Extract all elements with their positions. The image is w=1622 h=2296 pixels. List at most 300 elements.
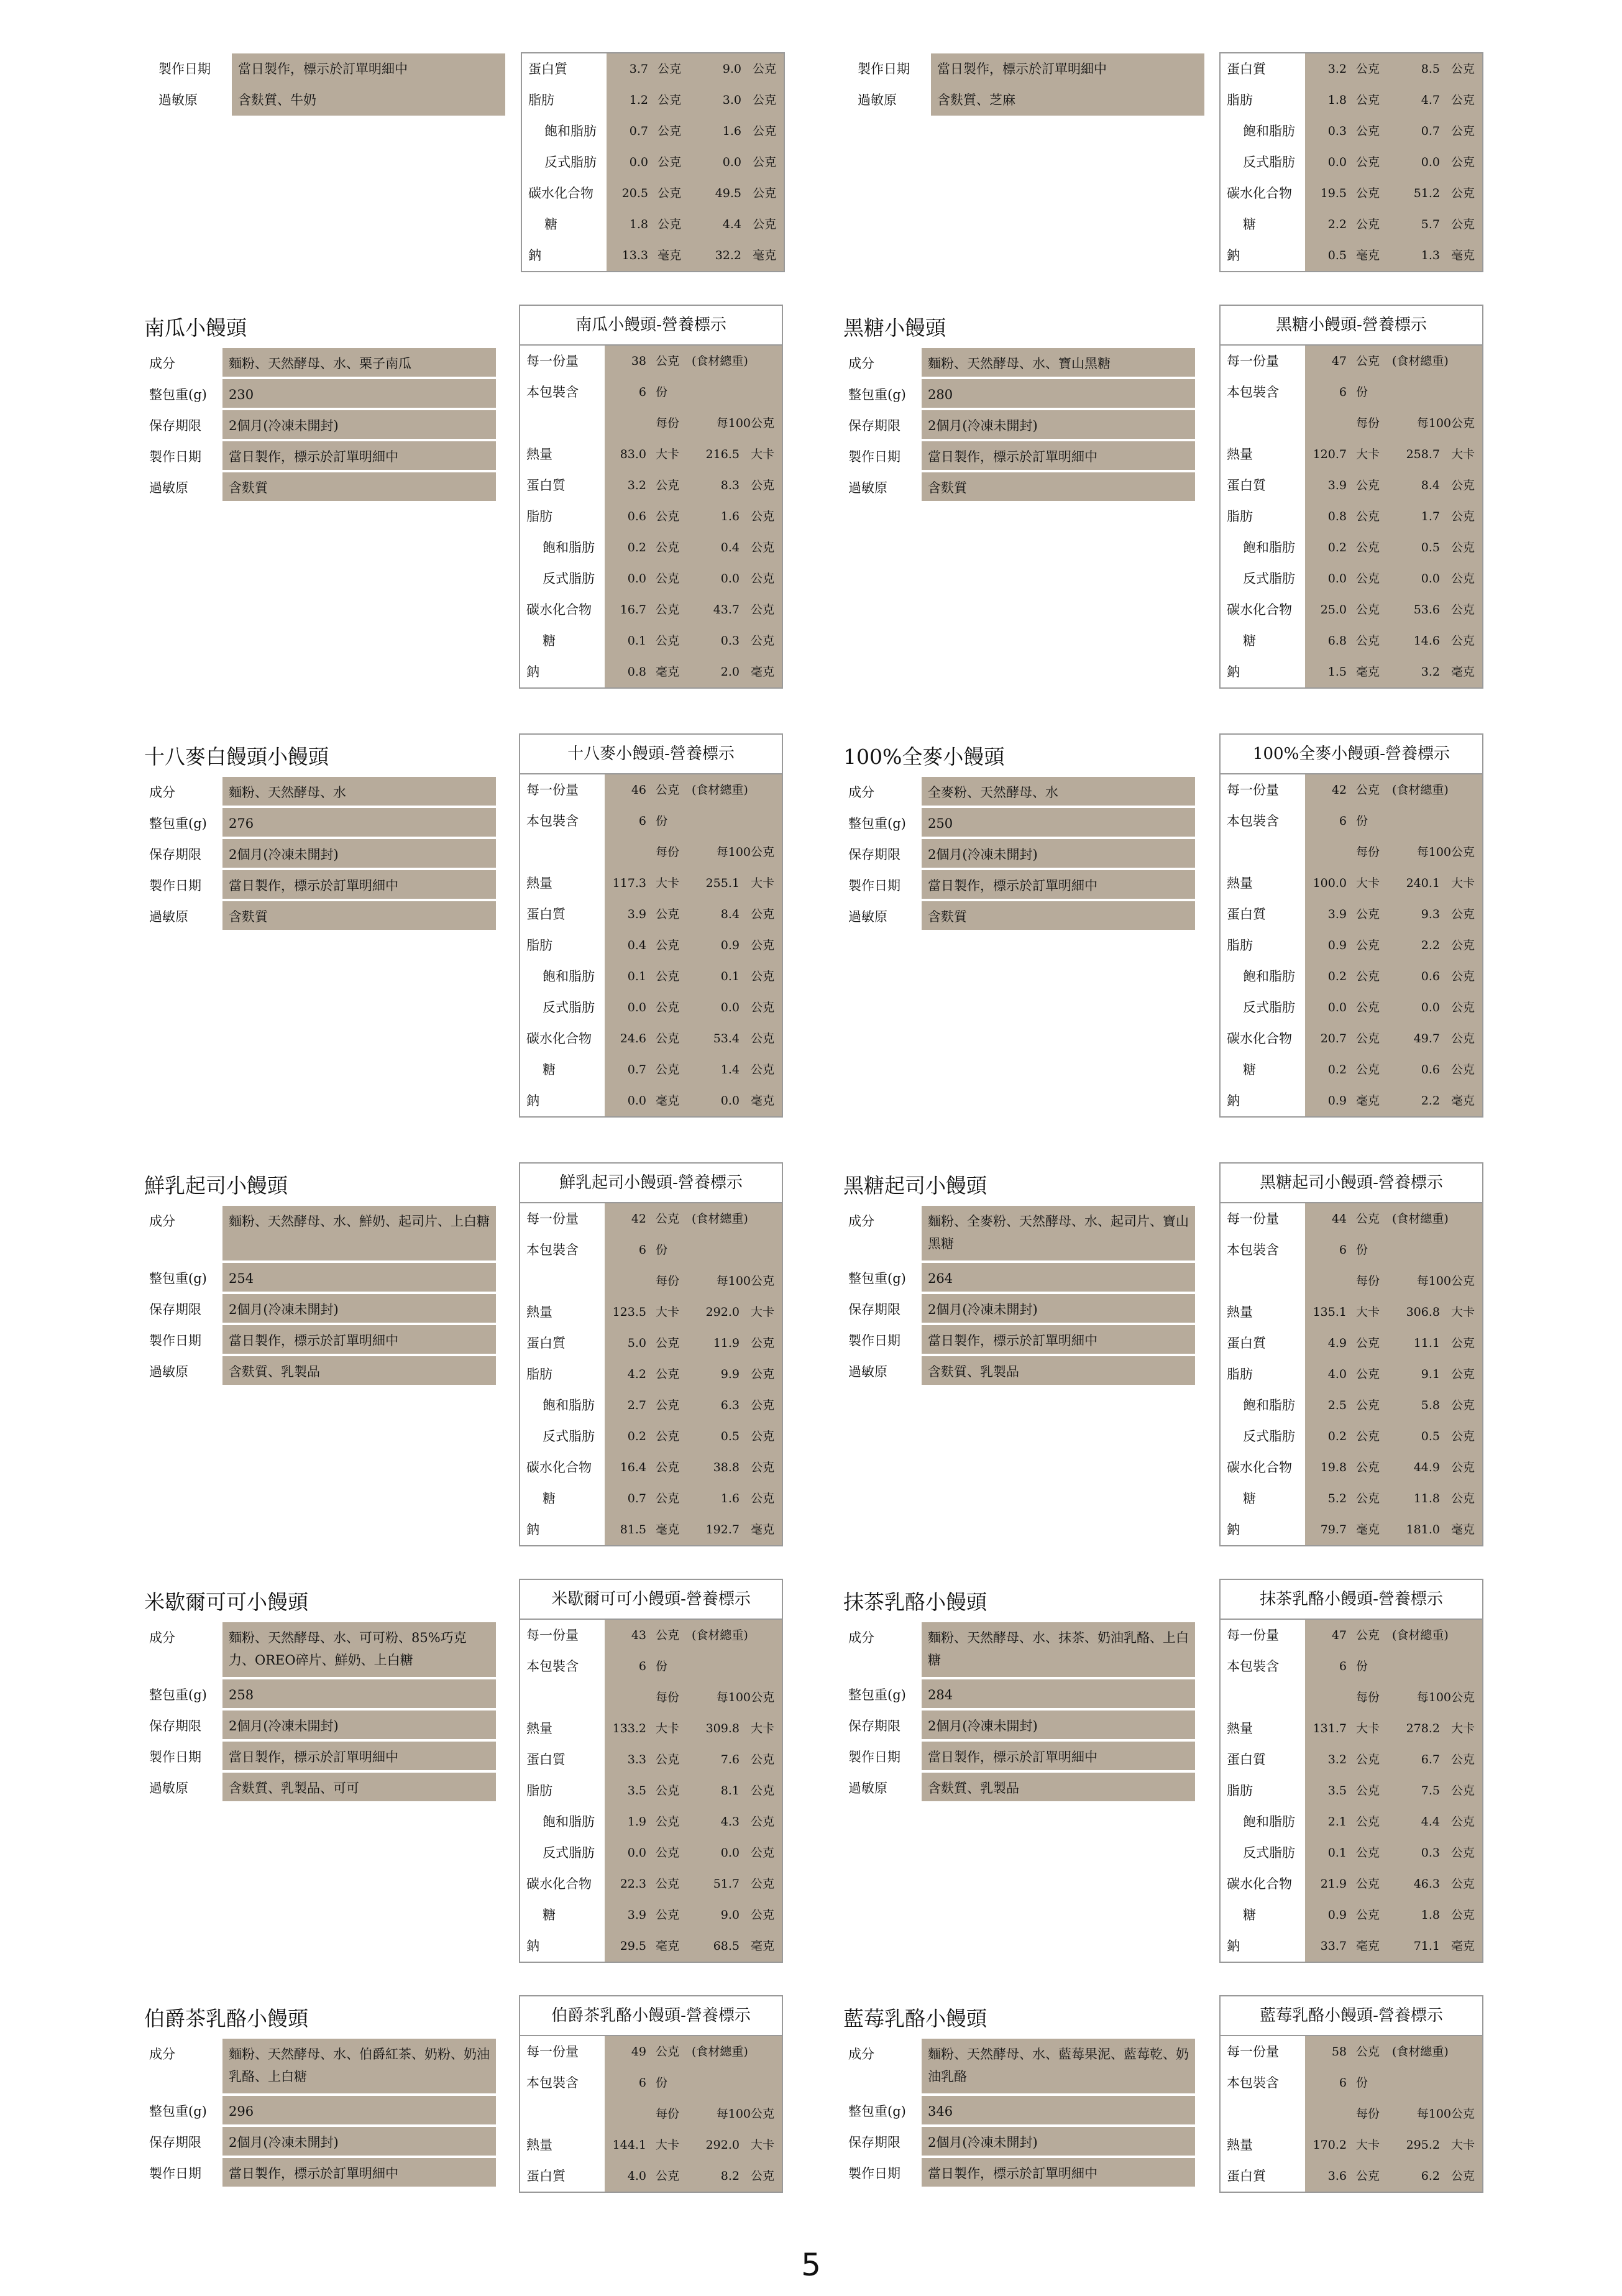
nutrient-label: 糖	[543, 1908, 556, 1922]
servings-count: 6	[638, 814, 646, 828]
unit: 毫克	[750, 1939, 774, 1953]
value-per-serving: 29.5	[620, 1939, 646, 1953]
unit: 毫克	[1450, 1094, 1475, 1108]
nutrient-values	[1304, 961, 1482, 992]
nutrition-row-fat	[1221, 1359, 1482, 1390]
value-per-100g: 292.0	[705, 1305, 740, 1319]
nutrient-values	[1304, 1620, 1482, 1651]
unit: 大卡	[750, 876, 774, 890]
value-per-100g: 44.9	[1413, 1461, 1440, 1474]
info-label: 過敏原	[158, 93, 198, 108]
value-per-100g: 0.0	[720, 1094, 740, 1108]
nutrition-row-protein	[520, 470, 782, 501]
nutrition-row-carbs	[1221, 1452, 1482, 1483]
unit: 份	[1356, 814, 1368, 828]
info-value: 當日製作，標示於訂單明細中	[222, 870, 496, 899]
unit: 份	[1356, 1660, 1368, 1673]
info-label: 製作日期	[848, 2166, 900, 2181]
value-per-serving: 0.2	[1327, 1063, 1347, 1077]
nutrient-values	[604, 1203, 782, 1234]
value-per-serving: 3.9	[627, 1908, 646, 1922]
unit: 公克	[1356, 2045, 1380, 2059]
unit: 公克	[1450, 1815, 1475, 1829]
nutrient-label: 糖	[1243, 217, 1256, 232]
nutrient-label: 蛋白質	[526, 907, 566, 922]
product-name: 伯爵茶乳酪小饅頭	[144, 2006, 308, 2031]
info-value: 2個月(冷凍未開封)	[222, 2127, 496, 2156]
nutrient-values	[1304, 116, 1482, 147]
info-label: 保存期限	[149, 847, 201, 862]
unit: 公克	[1356, 1398, 1380, 1412]
nutrient-label: 鈉	[1227, 1093, 1240, 1108]
servings-count: 6	[638, 1243, 646, 1257]
nutrient-label: 熱量	[526, 2138, 552, 2152]
value-per-100g: 8.5	[1421, 62, 1440, 76]
info-label: 保存期限	[149, 418, 201, 433]
unit: 公克	[1356, 1367, 1380, 1381]
unit: 公克	[1356, 2169, 1380, 2183]
nutrient-label: 熱量	[1227, 1305, 1253, 1320]
value-per-100g: 4.4	[722, 218, 741, 231]
nutrient-values	[604, 656, 782, 687]
info-label: 過敏原	[149, 480, 188, 495]
unit: 公克	[1450, 479, 1475, 492]
nutrition-row-servings	[520, 806, 782, 837]
nutrient-values	[1304, 408, 1482, 439]
value-per-100g: 8.4	[720, 907, 740, 921]
unit: 大卡	[1450, 876, 1475, 890]
serving-size: 38	[631, 354, 646, 368]
info-label: 製作日期	[858, 62, 910, 76]
unit: 公克	[1450, 62, 1475, 76]
unit: 大卡	[656, 2138, 680, 2152]
nutrition-row-sodium	[1221, 1514, 1482, 1545]
unit: 公克	[1450, 1336, 1475, 1350]
product-name: 南瓜小饅頭	[144, 316, 247, 340]
info-value: 230	[222, 379, 496, 408]
nutrient-label: 脂肪	[526, 1367, 552, 1382]
nutrient-label: 熱量	[526, 1721, 552, 1736]
nutrient-values	[1304, 1899, 1482, 1931]
value-per-100g: 8.2	[720, 2169, 740, 2183]
whole-weight-note: (食材總重)	[1392, 2045, 1449, 2059]
info-label: 整包重(g)	[848, 1271, 906, 1286]
nutrition-row-protein	[1221, 899, 1482, 930]
info-label: 過敏原	[848, 1781, 887, 1796]
value-per-100g: 3.0	[722, 93, 741, 107]
value-per-100g: 0.6	[1421, 1063, 1440, 1077]
nutrient-label: 飽和脂肪	[1243, 124, 1295, 139]
info-value: 250	[922, 808, 1195, 837]
nutrient-values	[1304, 656, 1482, 687]
nutrient-label: 本包裝含	[1227, 385, 1279, 400]
unit: 公克	[750, 1492, 774, 1505]
value-per-100g: 0.4	[720, 541, 740, 554]
nutrition-row-trans_fat	[1221, 992, 1482, 1023]
value-per-serving: 3.3	[627, 1753, 646, 1766]
nutrient-values	[604, 439, 782, 470]
nutrition-row-servings	[1221, 377, 1482, 408]
info-value: 含麩質	[222, 472, 496, 501]
nutrition-row-fat	[520, 1359, 782, 1390]
value-per-100g: 43.7	[713, 603, 740, 617]
whole-weight-note: (食材總重)	[692, 354, 748, 368]
unit: 公克	[750, 1877, 774, 1891]
nutrient-label: 鈉	[1227, 664, 1240, 679]
info-label: 保存期限	[848, 1302, 900, 1317]
nutrition-row-fat	[520, 930, 782, 961]
nutrient-values	[604, 2098, 782, 2129]
unit: 毫克	[750, 665, 774, 679]
info-value: 含麩質、乳製品、可可	[222, 1773, 496, 1801]
unit: 公克	[656, 1212, 680, 1226]
nutrient-values	[604, 346, 782, 377]
nutrition-row-sat_fat	[520, 532, 782, 563]
nutrition-row-trans_fat	[520, 563, 782, 594]
nutrient-label: 糖	[1243, 1491, 1256, 1506]
value-per-serving: 20.7	[1320, 1032, 1347, 1045]
nutrient-label: 鈉	[526, 1939, 539, 1954]
value-per-serving: 0.7	[627, 1063, 646, 1077]
value-per-100g: 14.6	[1413, 634, 1440, 648]
value-per-serving: 0.1	[627, 970, 646, 983]
nutrient-values	[604, 1054, 782, 1085]
nutrient-label: 鈉	[1227, 248, 1240, 263]
unit: 公克	[656, 1001, 680, 1014]
unit: 公克	[656, 572, 680, 585]
whole-weight-note: (食材總重)	[692, 2045, 748, 2059]
nutrient-label: 每一份量	[526, 354, 579, 369]
nutrient-values	[1304, 1054, 1482, 1085]
unit: 公克	[656, 1628, 680, 1642]
value-per-100g: 240.1	[1406, 876, 1440, 890]
value-per-100g: 0.9	[720, 939, 740, 952]
nutrient-values	[606, 116, 784, 147]
info-value: 280	[922, 379, 1195, 408]
value-per-100g: 11.9	[713, 1336, 740, 1350]
unit: 公克	[1450, 603, 1475, 617]
info-label: 成分	[149, 356, 175, 371]
value-per-serving: 3.9	[1327, 907, 1347, 921]
nutrition-table-title: 黑糖小饅頭-營養標示	[1221, 306, 1482, 346]
serving-size: 42	[631, 1212, 646, 1226]
unit: 公克	[1356, 634, 1380, 648]
value-per-serving: 1.5	[1327, 665, 1347, 679]
info-label: 整包重(g)	[149, 387, 207, 402]
unit: 公克	[656, 1430, 680, 1443]
info-label: 製作日期	[149, 1750, 201, 1765]
unit: 毫克	[1356, 1523, 1380, 1536]
nutrient-values	[1304, 2098, 1482, 2129]
nutrition-table-title: 十八麥小饅頭-營養標示	[520, 735, 782, 774]
value-per-100g: 53.6	[1413, 603, 1440, 617]
unit: 公克	[1356, 1461, 1380, 1474]
unit: 公克	[1450, 2169, 1475, 2183]
nutrition-row-serving	[1221, 1203, 1482, 1234]
nutrition-row-energy	[1221, 2129, 1482, 2161]
unit: 公克	[1450, 1001, 1475, 1014]
nutrition-row-header	[1221, 408, 1482, 439]
servings-count: 6	[1339, 385, 1347, 399]
value-per-serving: 2.1	[1327, 1815, 1347, 1829]
per-serving-header: 每份	[1356, 2107, 1380, 2121]
unit: 公克	[750, 634, 774, 648]
info-value: 麵粉、天然酵母、水、鮮奶、起司片、上白糖	[222, 1206, 496, 1261]
nutrition-row-protein	[1221, 1744, 1482, 1775]
nutrient-label: 糖	[1243, 1062, 1256, 1077]
info-value: 2個月(冷凍未開封)	[222, 1711, 496, 1739]
unit: 公克	[1450, 186, 1475, 200]
value-per-100g: 192.7	[705, 1523, 740, 1536]
nutrient-label: 碳水化合物	[526, 1876, 592, 1891]
nutrition-row-trans_fat	[1221, 563, 1482, 594]
nutrient-label: 碳水化合物	[526, 1460, 592, 1475]
info-value: 2個月(冷凍未開封)	[222, 1294, 496, 1323]
nutrient-label: 碳水化合物	[1227, 1031, 1292, 1046]
nutrient-label: 脂肪	[1227, 509, 1253, 524]
unit: 公克	[1356, 1492, 1380, 1505]
nutrition-row-fat	[520, 1775, 782, 1806]
nutrient-label: 蛋白質	[1227, 1752, 1266, 1767]
unit: 毫克	[750, 1523, 774, 1536]
nutrition-row-energy	[520, 439, 782, 470]
info-value: 麵粉、天然酵母、水、栗子南瓜	[222, 348, 496, 377]
unit: 公克	[750, 1753, 774, 1766]
info-label: 過敏原	[848, 1364, 887, 1379]
nutrition-table-title: 伯爵茶乳酪小饅頭-營養標示	[520, 1996, 782, 2036]
nutrition-row-sodium	[520, 1931, 782, 1962]
per-100g-header: 每100公克	[716, 1274, 774, 1288]
nutrient-values	[606, 53, 784, 85]
value-per-serving: 3.2	[1327, 1753, 1347, 1766]
value-per-serving: 123.5	[612, 1305, 646, 1319]
nutrition-row-sat_fat	[1221, 532, 1482, 563]
unit: 公克	[1356, 354, 1380, 368]
value-per-100g: 255.1	[705, 876, 740, 890]
unit: 毫克	[1356, 249, 1380, 262]
nutrition-row-serving	[520, 774, 782, 806]
unit: 公克	[1356, 1628, 1380, 1642]
value-per-serving: 0.8	[627, 665, 646, 679]
nutrition-row-trans_fat	[522, 147, 784, 178]
serving-size: 44	[1331, 1212, 1347, 1226]
serving-size: 42	[1331, 783, 1347, 797]
nutrient-values	[604, 2067, 782, 2098]
unit: 公克	[656, 354, 680, 368]
unit: 公克	[750, 1336, 774, 1350]
unit: 公克	[1356, 603, 1380, 617]
info-value: 296	[222, 2096, 496, 2124]
nutrient-values	[1304, 1775, 1482, 1806]
unit: 公克	[1450, 1398, 1475, 1412]
nutrient-values	[1304, 377, 1482, 408]
nutrient-label: 本包裝含	[526, 814, 579, 829]
info-label: 保存期限	[149, 2135, 201, 2150]
nutrition-row-header	[1221, 2098, 1482, 2129]
value-per-100g: 0.0	[1421, 155, 1440, 169]
value-per-serving: 0.0	[1327, 155, 1347, 169]
nutrition-row-protein	[520, 2161, 782, 2192]
nutrient-label: 飽和脂肪	[1243, 540, 1295, 555]
value-per-100g: 0.0	[720, 1001, 740, 1014]
unit: 公克	[658, 155, 682, 169]
value-per-serving: 22.3	[620, 1877, 646, 1891]
nutrient-values	[1304, 1514, 1482, 1545]
value-per-100g: 0.5	[720, 1430, 740, 1443]
nutrient-values	[604, 1899, 782, 1931]
nutrient-values	[604, 1514, 782, 1545]
value-per-serving: 3.7	[629, 62, 648, 76]
nutrient-label: 本包裝含	[1227, 2075, 1279, 2090]
info-value: 全麥粉、天然酵母、水	[922, 777, 1195, 806]
nutrient-label: 飽和脂肪	[1243, 969, 1295, 984]
value-per-serving: 3.2	[1327, 62, 1347, 76]
unit: 公克	[656, 1063, 680, 1077]
unit: 公克	[1356, 1846, 1380, 1860]
nutrient-label: 每一份量	[1227, 783, 1279, 797]
unit: 大卡	[656, 448, 680, 461]
unit: 公克	[1450, 907, 1475, 921]
info-value: 276	[222, 808, 496, 837]
value-per-serving: 4.9	[1327, 1336, 1347, 1350]
unit: 公克	[656, 479, 680, 492]
value-per-100g: 7.6	[720, 1753, 740, 1766]
value-per-100g: 68.5	[713, 1939, 740, 1953]
servings-count: 6	[1339, 814, 1347, 828]
value-per-serving: 0.2	[1327, 1430, 1347, 1443]
nutrient-label: 脂肪	[526, 509, 552, 524]
nutrient-label: 熱量	[1227, 447, 1253, 462]
value-per-serving: 4.0	[627, 2169, 646, 2183]
unit: 公克	[1450, 1032, 1475, 1045]
nutrient-values	[1304, 240, 1482, 271]
nutrition-row-header	[520, 1265, 782, 1297]
unit: 公克	[750, 603, 774, 617]
unit: 公克	[750, 939, 774, 952]
unit: 公克	[656, 1784, 680, 1798]
unit: 公克	[752, 186, 776, 200]
unit: 公克	[1356, 1877, 1380, 1891]
value-per-serving: 0.0	[627, 1846, 646, 1860]
info-label: 保存期限	[848, 847, 900, 862]
unit: 公克	[658, 218, 682, 231]
nutrition-row-trans_fat	[520, 992, 782, 1023]
nutrient-label: 每一份量	[526, 783, 579, 797]
nutrient-label: 反式脂肪	[543, 1429, 595, 1444]
info-value: 當日製作，標示於訂單明細中	[922, 1325, 1195, 1354]
unit: 公克	[752, 124, 776, 138]
unit: 公克	[1356, 479, 1380, 492]
nutrition-row-carbs	[1221, 594, 1482, 625]
unit: 公克	[750, 541, 774, 554]
unit: 公克	[656, 1846, 680, 1860]
info-value: 麵粉、全麥粉、天然酵母、水、起司片、寶山黑糖	[922, 1206, 1195, 1261]
unit: 公克	[656, 1461, 680, 1474]
value-per-100g: 53.4	[713, 1032, 740, 1045]
product-name: 鮮乳起司小饅頭	[144, 1173, 288, 1198]
nutrition-row-sugar	[1221, 1899, 1482, 1931]
unit: 份	[1356, 1243, 1368, 1257]
nutrition-table	[519, 305, 783, 689]
nutrition-row-energy	[1221, 868, 1482, 899]
info-value: 麵粉、天然酵母、水、抹茶、奶油乳酪、上白糖	[922, 1622, 1195, 1677]
nutrient-values	[1304, 532, 1482, 563]
nutrient-values	[1304, 1297, 1482, 1328]
unit: 毫克	[658, 249, 682, 262]
value-per-100g: 49.7	[1413, 1032, 1440, 1045]
nutrient-label: 鈉	[528, 248, 541, 263]
unit: 公克	[1356, 939, 1380, 952]
info-value: 麵粉、天然酵母、水、藍莓果泥、藍莓乾、奶油乳酪	[922, 2039, 1195, 2093]
value-per-100g: 4.7	[1421, 93, 1440, 107]
info-value: 含麩質	[922, 472, 1195, 501]
nutrient-values	[606, 85, 784, 116]
unit: 份	[656, 1660, 668, 1673]
value-per-serving: 16.7	[620, 603, 646, 617]
nutrition-row-servings	[1221, 2067, 1482, 2098]
nutrition-row-protein	[520, 1328, 782, 1359]
info-label: 保存期限	[848, 1719, 900, 1733]
nutrition-table	[1219, 733, 1483, 1118]
nutrient-label: 本包裝含	[1227, 814, 1279, 829]
nutrient-values	[604, 1744, 782, 1775]
unit: 公克	[656, 2045, 680, 2059]
nutrient-label: 碳水化合物	[1227, 1876, 1292, 1891]
unit: 公克	[1450, 939, 1475, 952]
value-per-100g: 8.4	[1421, 479, 1440, 492]
nutrient-label: 脂肪	[528, 93, 554, 108]
value-per-100g: 6.2	[1421, 2169, 1440, 2183]
unit: 大卡	[656, 1722, 680, 1735]
whole-weight-note: (食材總重)	[1392, 783, 1449, 797]
value-per-100g: 9.0	[720, 1908, 740, 1922]
nutrition-table	[519, 1162, 783, 1546]
page-number: 5	[801, 2247, 821, 2283]
value-per-100g: 4.3	[720, 1815, 740, 1829]
nutrient-label: 蛋白質	[526, 1752, 566, 1767]
value-per-100g: 9.3	[1421, 907, 1440, 921]
nutrient-values	[1304, 1837, 1482, 1868]
unit: 公克	[1450, 1367, 1475, 1381]
value-per-serving: 131.7	[1313, 1722, 1347, 1735]
serving-size: 58	[1331, 2045, 1347, 2059]
nutrition-row-serving	[520, 1203, 782, 1234]
info-label: 過敏原	[848, 480, 887, 495]
unit: 大卡	[1356, 876, 1380, 890]
value-per-100g: 0.7	[1421, 124, 1440, 138]
nutrient-label: 蛋白質	[1227, 62, 1266, 76]
unit: 毫克	[1450, 249, 1475, 262]
nutrient-label: 本包裝含	[526, 385, 579, 400]
value-per-100g: 51.7	[713, 1877, 740, 1891]
unit: 公克	[1356, 510, 1380, 523]
value-per-100g: 9.0	[722, 62, 741, 76]
nutrient-label: 鈉	[1227, 1522, 1240, 1537]
nutrient-label: 脂肪	[526, 1783, 552, 1798]
nutrient-values	[604, 625, 782, 656]
nutrient-values	[1304, 1390, 1482, 1421]
info-label: 過敏原	[149, 1781, 188, 1796]
unit: 公克	[750, 2169, 774, 2183]
unit: 毫克	[656, 1939, 680, 1953]
info-value: 284	[922, 1679, 1195, 1708]
unit: 公克	[1356, 1908, 1380, 1922]
unit: 大卡	[1356, 2138, 1380, 2152]
nutrient-values	[1304, 1806, 1482, 1837]
nutrient-label: 熱量	[1227, 876, 1253, 891]
value-per-serving: 19.8	[1320, 1461, 1347, 1474]
nutrient-values	[604, 1806, 782, 1837]
